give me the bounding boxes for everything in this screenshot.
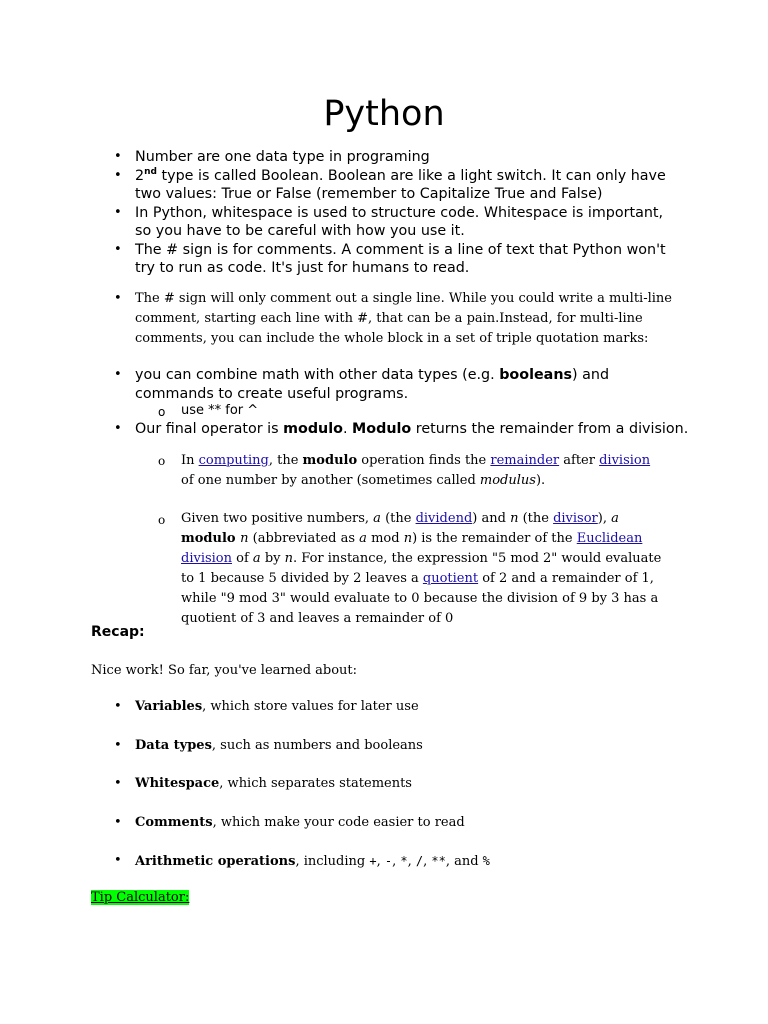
bold-term: Data types xyxy=(135,738,212,753)
operator: ** xyxy=(431,854,446,868)
text: operation finds the xyxy=(357,453,491,468)
bold-term: Arithmetic operations xyxy=(135,854,296,869)
bullet-text: you can combine math with other data types (e.g. xyxy=(135,367,500,383)
bullet-text: Our final operator is xyxy=(135,421,284,437)
text: of one number by another (sometimes called xyxy=(181,473,480,488)
list-item xyxy=(114,241,683,278)
operator: % xyxy=(482,854,490,868)
text: after xyxy=(559,453,600,468)
text: , the xyxy=(268,453,303,468)
italic-term: a xyxy=(252,551,261,566)
link-division[interactable]: division xyxy=(599,453,651,468)
bullet-list-math xyxy=(114,366,683,403)
recap-intro: Nice work! So far, you've learned about: xyxy=(91,663,358,678)
text: ) is the remainder of the xyxy=(412,531,577,546)
sub-bullet-icon: o xyxy=(158,405,166,419)
list-item xyxy=(114,289,675,349)
bullet-icon: • xyxy=(114,738,122,753)
text: of xyxy=(232,551,253,566)
bullet-icon: • xyxy=(114,204,122,220)
bullet-text: The # sign will only comment out a single line. While you could write a multi-line comment, starting each line with #, that can be a pain.Instead, for multi-line comments, you can include the whole block in a set of triple quotation marks: xyxy=(135,291,672,346)
text: , which separates statements xyxy=(219,776,412,791)
highlighted-text: Tip Calculator: xyxy=(91,890,190,905)
bullet-list-intro xyxy=(114,148,683,278)
bullet-list-modulo xyxy=(114,420,695,439)
text: ), xyxy=(597,511,612,526)
text: , which store values for later use xyxy=(202,699,419,714)
text: , such as numbers and booleans xyxy=(211,738,423,753)
bold-term: Modulo xyxy=(352,421,412,437)
list-item xyxy=(114,204,683,241)
italic-term: a xyxy=(611,511,619,526)
recap-item: • Arithmetic operations, including +, -, *, /, **, and % xyxy=(114,853,490,869)
text: ). xyxy=(535,473,546,488)
bold-term: booleans xyxy=(499,367,573,383)
text: (the xyxy=(518,511,554,526)
bullet-icon: • xyxy=(114,776,122,791)
bold-term: Whitespace xyxy=(135,776,220,791)
bold-term: modulo xyxy=(181,531,241,546)
text: , including xyxy=(295,854,370,869)
text: Given two positive numbers, xyxy=(181,511,374,526)
sub-bullet-text: use ** for ^ xyxy=(181,403,259,418)
list-item xyxy=(114,366,683,403)
italic-term: n xyxy=(240,531,249,546)
bold-term: modulo xyxy=(283,421,343,437)
italic-term: n xyxy=(284,551,293,566)
text: ) and xyxy=(472,511,511,526)
superscript: nd xyxy=(144,166,157,177)
bullet-text: The # sign is for comments. A comment is a line of text that Python won't try to run as code. It's just for humans to read. xyxy=(135,241,666,276)
bullet-list-comments xyxy=(114,289,675,349)
bullet-icon: • xyxy=(114,421,122,436)
text: In xyxy=(181,453,199,468)
text: (abbreviated as xyxy=(248,531,360,546)
list-item xyxy=(114,420,695,439)
text: mod xyxy=(366,531,404,546)
text: by xyxy=(260,551,285,566)
text: (the xyxy=(380,511,416,526)
bold-term: Comments xyxy=(135,815,213,830)
list-item xyxy=(114,166,683,204)
recap-item xyxy=(114,736,423,756)
bullet-text: returns the remainder from a division. xyxy=(411,421,689,437)
italic-term: a xyxy=(373,511,381,526)
operator: + xyxy=(369,854,377,868)
italic-term: n xyxy=(403,531,413,546)
operator: * xyxy=(400,854,408,868)
bullet-text: Number are one data type in programing xyxy=(135,149,430,165)
modulo-explanation xyxy=(181,509,676,629)
bold-term: Variables xyxy=(135,699,203,714)
bullet-icon: • xyxy=(114,853,122,868)
italic-term: modulus xyxy=(479,473,536,488)
bullet-text: type is called Boolean. Boolean are like a light switch. It can only have two values: True or False (remember to Capitalize True and False) xyxy=(135,167,666,202)
recap-item xyxy=(114,774,412,794)
bullet-text: ) and commands to create useful programs. xyxy=(135,367,610,402)
operator: / xyxy=(415,854,424,868)
italic-term: n xyxy=(510,511,519,526)
text: of 2 and a remainder of 1, while "9 mod 3" would evaluate to 0 because the division of 9 by 3 has a quotient of 3 and leaves a remainder of 0 xyxy=(181,571,659,626)
link-dividend[interactable]: dividend xyxy=(415,511,473,526)
bullet-icon: • xyxy=(114,149,122,164)
bullet-icon: • xyxy=(114,699,122,714)
link-computing[interactable]: computing xyxy=(198,453,269,468)
bullet-text: In Python, whitespace is used to structure code. Whitespace is important, so you have to be careful with how you use it. xyxy=(135,204,664,239)
recap-item xyxy=(114,697,419,717)
link-remainder[interactable]: remainder xyxy=(490,453,560,468)
bullet-icon: • xyxy=(114,291,122,306)
bullet-text-prefix: 2 xyxy=(135,167,145,184)
link-euclidean-division[interactable]: Euclidean division xyxy=(181,531,643,566)
bullet-icon: • xyxy=(114,367,122,382)
sub-bullet-icon: o xyxy=(158,513,166,527)
list-item xyxy=(114,148,683,167)
operator: - xyxy=(384,854,393,868)
bullet-icon: • xyxy=(114,815,122,830)
link-quotient[interactable]: quotient xyxy=(422,571,479,586)
sub-bullet-icon: o xyxy=(158,454,166,468)
modulo-definition xyxy=(181,451,661,491)
text: , which make your code easier to read xyxy=(212,815,465,830)
bullet-text: . xyxy=(342,421,353,437)
italic-term: a xyxy=(359,531,367,546)
link-divisor[interactable]: divisor xyxy=(553,511,598,526)
bullet-icon: • xyxy=(114,241,122,257)
recap-heading: Recap: xyxy=(91,624,145,640)
text: , and xyxy=(445,854,483,869)
page-title: Python xyxy=(323,94,445,134)
text: . For instance, the expression "5 mod 2" would evaluate to 1 because 5 divided by 2 leaves a xyxy=(181,551,662,586)
recap-item xyxy=(114,813,465,833)
tip-calculator-heading xyxy=(91,888,189,908)
bold-term: modulo xyxy=(302,453,358,468)
bullet-icon: • xyxy=(114,167,122,183)
